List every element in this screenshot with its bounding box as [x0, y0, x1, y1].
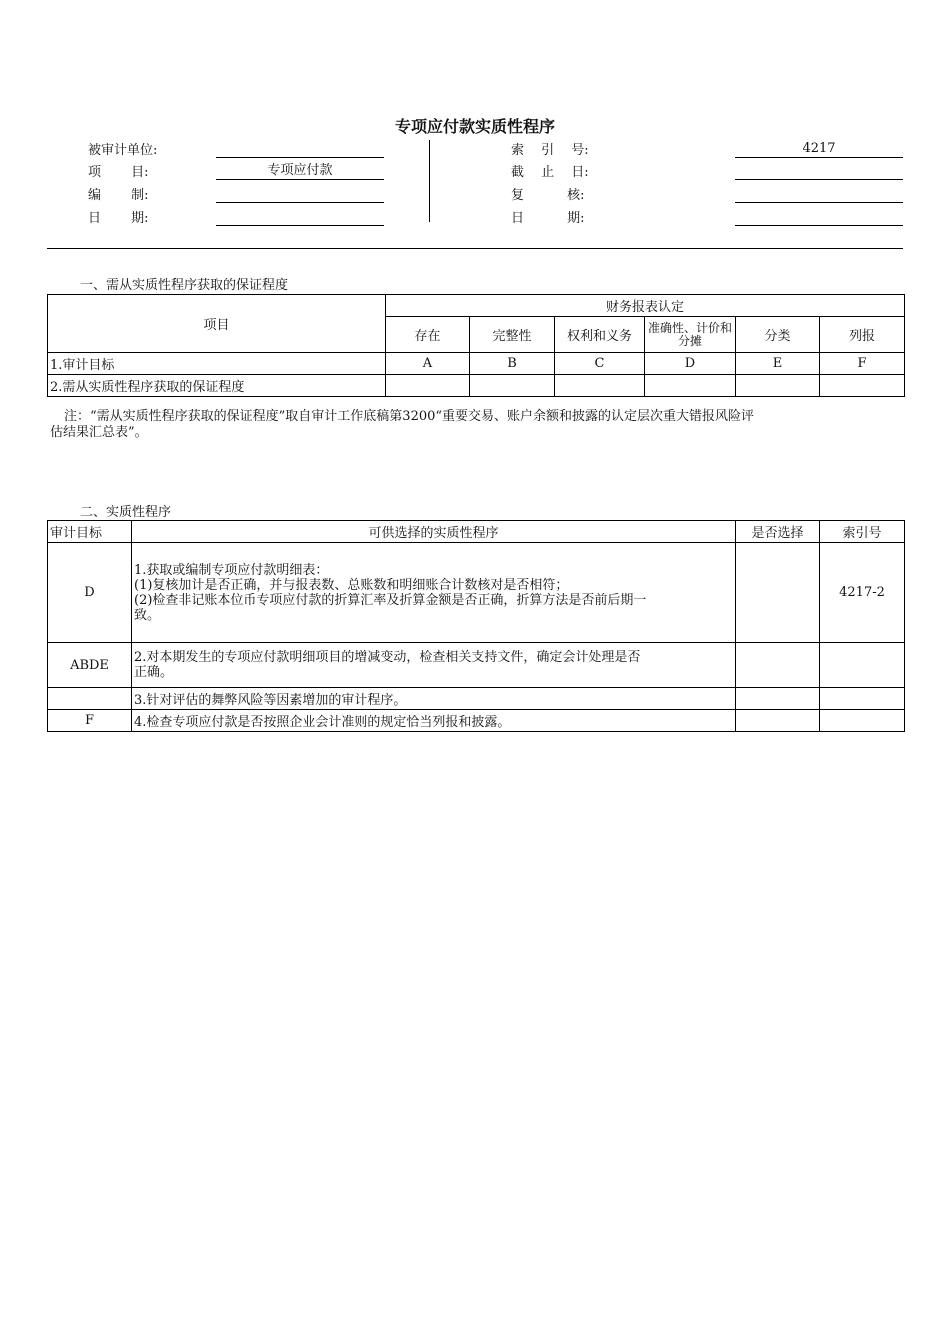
section1-heading: 一、需从实质性程序获取的保证程度: [80, 278, 289, 293]
assurance-cell[interactable]: [555, 375, 645, 397]
prepare-date-label: 日 期:: [88, 211, 149, 226]
selected-cell[interactable]: [736, 710, 820, 732]
objective-cell: [48, 688, 132, 710]
procedure-line: 1.获取或编制专项应付款明细表：: [134, 562, 329, 578]
procedure-line: 2.对本期发生的专项应付款明细项目的增减变动，检查相关支持文件，确定会计处理是否: [134, 650, 641, 665]
index-cell: [820, 643, 905, 688]
row-label: 2.需从实质性程序获取的保证程度: [48, 375, 386, 397]
assertion-cell: A: [386, 353, 470, 375]
assurance-cell[interactable]: [386, 375, 470, 397]
fs-assertion-header: 财务报表认定: [386, 295, 905, 317]
header-rule: [47, 248, 903, 249]
index-number-field[interactable]: 4217: [735, 140, 903, 158]
assurance-cell[interactable]: [645, 375, 736, 397]
assertion-cell: D: [645, 353, 736, 375]
assertion-header: 分类: [736, 317, 820, 353]
procedure-cell: [132, 543, 736, 643]
procedure-cell: [132, 643, 736, 688]
project-field[interactable]: 专项应付款: [216, 162, 384, 180]
table-row: [48, 643, 905, 688]
project-label: 项 目:: [88, 165, 149, 180]
reviewer-field[interactable]: [735, 185, 903, 203]
assertion-cell: B: [470, 353, 555, 375]
table-row: [48, 688, 905, 710]
index-cell: 4217-2: [820, 543, 905, 643]
assertion-cell: E: [736, 353, 820, 375]
index-header: 索引号: [820, 521, 905, 543]
auditee-label: 被审计单位:: [88, 143, 158, 158]
index-cell: [820, 688, 905, 710]
assertion-cell: C: [555, 353, 645, 375]
assertion-header: 权利和义务: [555, 317, 645, 353]
cutoff-date-label: 截 止 日:: [511, 165, 589, 180]
preparer-label: 编 制:: [88, 188, 149, 203]
table-row: [48, 710, 905, 732]
assurance-cell[interactable]: [736, 375, 820, 397]
objective-cell: F: [48, 710, 132, 732]
header-divider: [429, 140, 430, 222]
index-number-label: 索 引 号:: [511, 143, 589, 158]
selected-header: 是否选择: [736, 521, 820, 543]
note-line-2: 估结果汇总表”。: [50, 425, 148, 440]
selected-cell[interactable]: [736, 643, 820, 688]
table-row: [48, 375, 905, 397]
prepare-date-field[interactable]: [216, 208, 384, 226]
selected-cell[interactable]: [736, 543, 820, 643]
item-header: 项目: [48, 295, 386, 353]
procedure-line: (1)复核加计是否正确，并与报表数、总账数和明细账合计数核对是否相符；: [134, 577, 569, 593]
page-title: 专项应付款实质性程序: [394, 117, 555, 136]
procedure-cell: 3.针对评估的舞弊风险等因素增加的审计程序。: [132, 688, 736, 710]
assertion-header: 准确性、计价和分摊: [645, 317, 736, 353]
selected-cell[interactable]: [736, 688, 820, 710]
assurance-cell[interactable]: [820, 375, 905, 397]
review-date-field[interactable]: [735, 208, 903, 226]
objective-header: 审计目标: [48, 521, 132, 543]
table-row: [48, 543, 905, 643]
note-line-1: 注：“需从实质性程序获取的保证程度”取自审计工作底稿第3200“重要交易、账户余额和披露的认定层次重大错报风险评: [64, 409, 755, 424]
preparer-field[interactable]: [216, 185, 384, 203]
assertion-cell: F: [820, 353, 905, 375]
objective-cell: ABDE: [48, 643, 132, 688]
row-label: 1.审计目标: [48, 353, 386, 375]
procedure-line: (2)检查非记账本位币专项应付款的折算汇率及折算金额是否正确，折算方法是否前后期一: [134, 592, 647, 608]
procedures-table: [47, 520, 905, 732]
assurance-table: [47, 294, 905, 397]
procedure-line: 致。: [134, 607, 161, 623]
assertion-header: 存在: [386, 317, 470, 353]
review-date-label: 日 期:: [511, 211, 585, 226]
auditee-field[interactable]: [216, 140, 384, 158]
table-row: [48, 353, 905, 375]
procedure-header: 可供选择的实质性程序: [132, 521, 736, 543]
procedure-cell: 4.检查专项应付款是否按照企业会计准则的规定恰当列报和披露。: [132, 710, 736, 732]
section2-heading: 二、实质性程序: [80, 505, 172, 520]
assurance-cell[interactable]: [470, 375, 555, 397]
index-cell: [820, 710, 905, 732]
objective-cell: D: [48, 543, 132, 643]
cutoff-date-field[interactable]: [735, 162, 903, 180]
assertion-header: 完整性: [470, 317, 555, 353]
procedure-line: 正确。: [134, 665, 174, 680]
assertion-header: 列报: [820, 317, 905, 353]
reviewer-label: 复 核:: [511, 188, 585, 203]
